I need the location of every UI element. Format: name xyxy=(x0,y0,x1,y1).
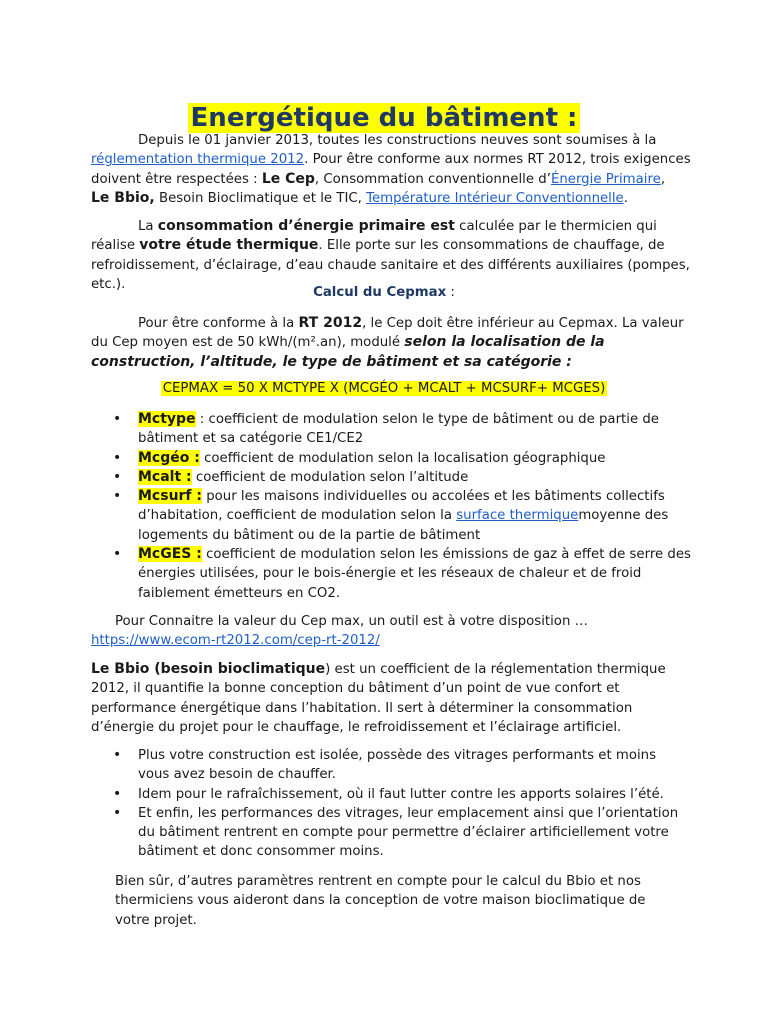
consommation-paragraph xyxy=(91,217,691,294)
coef-text: coefficient de modulation selon la localisation géographique xyxy=(199,450,606,466)
rt2012-link[interactable]: réglementation thermique 2012 xyxy=(91,152,305,168)
cepmax-text-2: , le Cep doit être inférieur au Cepmax. La valeur du Cep moyen est de 50 kWh/(m².an), modulé xyxy=(91,316,684,351)
coef-text: : coefficient de modulation selon le type de bâtiment ou de partie de bâtiment et sa catégorie CE1/CE2 xyxy=(138,412,659,447)
intro-text-3: , Consommation conventionnelle d’ xyxy=(314,171,551,187)
bbio-text: ) est un coefficient de la réglementation thermique 2012, il quantifie la bonne conception du bâtiment d’un point de vue confort et performance énergétique dans l’habitation. Il sert à déterminer la consommation d’énergie du projet pour le chauffage, le refroidissement et l’éclairage artificiel. xyxy=(91,662,666,735)
intro-text-1: Depuis le 01 janvier 2013, toutes les constructions neuves sont soumises à la xyxy=(138,133,657,148)
cep-label: Le Cep xyxy=(261,170,315,187)
rt2012-bold: RT 2012 xyxy=(298,315,363,331)
energie-primaire-link[interactable]: Énergie Primaire xyxy=(550,171,661,187)
bbio-point: Idem pour le rafraîchissement, où il faut lutter contre les apports solaires l’été. xyxy=(138,786,664,802)
list-item xyxy=(91,468,691,487)
closing-text: Bien sûr, d’autres paramètres rentrent en compte pour le calcul du Bbio et nos thermiciens vous aideront dans la conception de votre maison bioclimatique de votre projet. xyxy=(115,874,646,928)
bbio-point: Plus votre construction est isolée, possède des vitrages performants et moins vous avez besoin de chauffer. xyxy=(138,748,657,783)
consommation-text-1: La xyxy=(138,219,158,234)
ecom-rt2012-link[interactable]: https://www.ecom-rt2012.com/cep-rt-2012/ xyxy=(91,633,380,648)
bbio-list xyxy=(91,746,691,862)
intro-text-6: . xyxy=(623,190,628,206)
consommation-bold-2: votre étude thermique xyxy=(139,237,319,254)
coef-term: Mcgéo : xyxy=(138,449,200,466)
coef-text: coefficient de modulation selon l’altitude xyxy=(191,469,469,485)
coef-term: McGES : xyxy=(138,546,202,563)
list-item xyxy=(91,804,691,862)
list-item xyxy=(91,746,691,785)
cepmax-heading xyxy=(0,285,768,300)
cepmax-text-1: Pour être conforme à la xyxy=(138,316,299,331)
formula-text: CEPMAX = 50 X MCTYPE X (MCGÉO + MCALT + MCSURF+ MCGES) xyxy=(162,381,606,396)
consommation-text-3: . Elle porte sur les consommations de chauffage, de refroidissement, d’éclairage, d’eau chaude sanitaire et des différents auxiliaires (pompes, etc.). xyxy=(91,238,690,292)
cepmax-heading-label: Calcul du Cepmax xyxy=(313,285,447,300)
list-item xyxy=(91,487,691,545)
temperature-link[interactable]: Température Intérieur Conventionnelle xyxy=(366,190,624,206)
coef-text: coefficient de modulation selon les émissions de gaz à effet de serre des énergies utilisées, pour le bois-énergie et les réseaux de chaleur et de froid faiblement émetteurs en CO2. xyxy=(138,547,691,601)
cepmax-formula xyxy=(0,381,768,396)
title-text: Energétique du bâtiment : xyxy=(188,103,581,133)
surface-thermique-link[interactable]: surface thermique xyxy=(456,508,579,524)
page-title xyxy=(0,96,768,134)
tool-paragraph xyxy=(115,612,695,631)
bbio-label: Le Bbio, xyxy=(91,189,155,206)
coef-term: Mcalt : xyxy=(138,468,192,485)
list-item xyxy=(91,449,691,468)
list-item xyxy=(91,785,691,804)
bbio-bold: Le Bbio (besoin bioclimatique xyxy=(91,661,326,677)
cepmax-paragraph xyxy=(91,314,691,372)
tool-link-paragraph xyxy=(91,631,691,650)
list-item xyxy=(91,545,691,603)
intro-text-2: . Pour être conforme aux normes RT 2012, trois exigences doivent être respectées : xyxy=(91,152,691,187)
intro-text-4: , xyxy=(660,171,666,187)
coef-term: Mctype xyxy=(138,411,196,427)
closing-paragraph xyxy=(115,872,665,930)
bbio-point: Et enfin, les performances des vitrages, leur emplacement ainsi que l’orientation du bâtiment rentrent en compte pour permettre d’éclairer artificiellement votre bâtiment et donc consommer moins. xyxy=(138,805,679,860)
list-item xyxy=(91,410,691,449)
intro-text-5: Besoin Bioclimatique et le TIC, xyxy=(154,190,367,206)
bbio-paragraph xyxy=(91,660,681,737)
coef-text-2: moyenne des logements du bâtiment ou de la partie de bâtiment xyxy=(138,508,669,543)
coef-term: Mcsurf : xyxy=(138,488,202,505)
intro-paragraph xyxy=(91,131,691,208)
tool-text: Pour Connaitre la valeur du Cep max, un outil est à votre disposition … xyxy=(115,614,588,629)
cepmax-bold-italic: selon la localisation de la construction, l’altitude, le type de bâtiment et sa catégorie : xyxy=(91,334,605,370)
consommation-bold-1: consommation d’énergie primaire est xyxy=(157,218,455,234)
cepmax-heading-suffix: : xyxy=(446,285,455,300)
consommation-text-2: calculée par le thermicien qui réalise xyxy=(91,219,657,254)
coef-text: pour les maisons individuelles ou accolées et les bâtiments collectifs d’habitation, coefficient de modulation selon la xyxy=(138,489,665,524)
coefficient-list xyxy=(91,410,691,603)
